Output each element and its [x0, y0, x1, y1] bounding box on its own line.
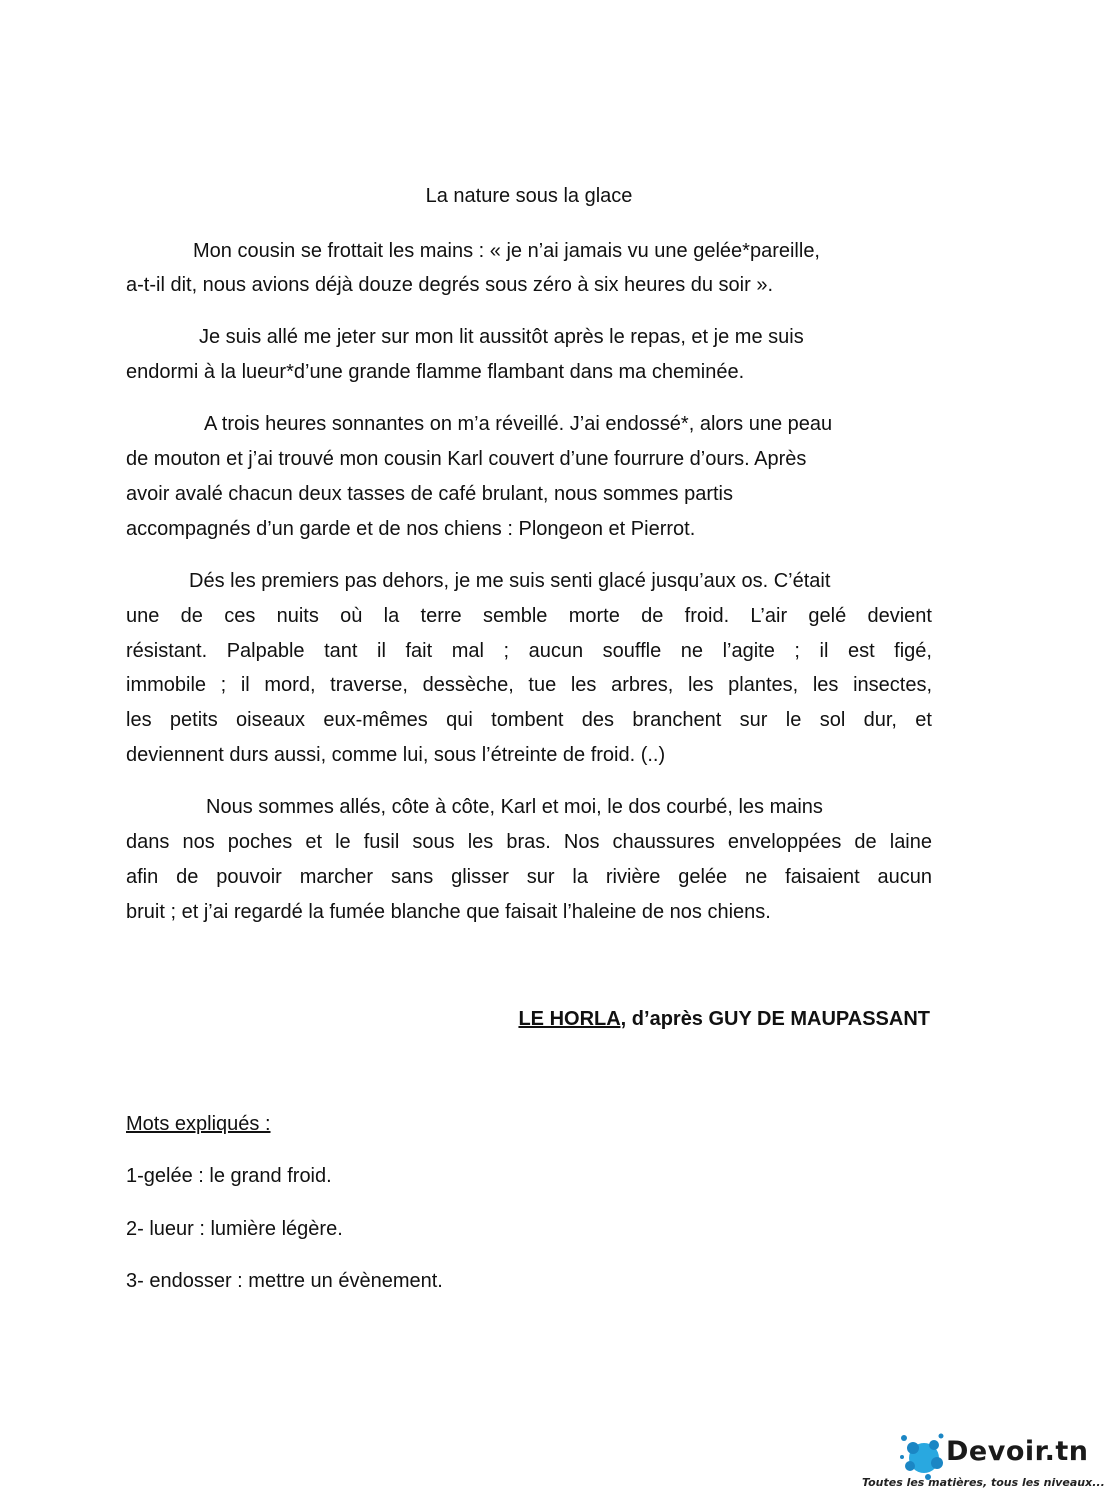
vocabulary-item-2: 2- lueur : lumière légère.	[126, 1218, 343, 1240]
paragraph-3-line-3: avoir avalé chacun deux tasses de café brulant, nous sommes partis	[126, 483, 733, 505]
paragraph-5-line-2: dans nos poches et le fusil sous les bras. Nos chaussures enveloppées de laine	[126, 831, 932, 853]
paragraph-5-line-1: Nous sommes allés, côte à côte, Karl et moi, le dos courbé, les mains	[206, 796, 823, 818]
paragraph-3-line-2: de mouton et j’ai trouvé mon cousin Karl couvert d’une fourrure d’ours. Après	[126, 448, 807, 470]
book-title: LE HORLA,	[518, 1008, 627, 1030]
paragraph-5-line-3: afin de pouvoir marcher sans glisser sur la rivière gelée ne faisaient aucun	[126, 866, 932, 888]
paragraph-1-line-2: a-t-il dit, nous avions déjà douze degrés sous zéro à six heures du soir ».	[126, 274, 774, 296]
paragraph-5-line-4: bruit ; et j’ai regardé la fumée blanche que faisait l’haleine de nos chiens.	[126, 901, 771, 923]
paragraph-4-line-1: Dés les premiers pas dehors, je me suis senti glacé jusqu’aux os. C’était	[189, 570, 831, 592]
document-title: La nature sous la glace	[425, 185, 633, 207]
paragraph-4-line-2: une de ces nuits où la terre semble morte de froid. L’air gelé devient	[126, 605, 932, 627]
author-credit: d’après GUY DE MAUPASSANT	[626, 1008, 930, 1030]
paragraph-4-line-3: résistant. Palpable tant il fait mal ; aucun souffle ne l’agite ; il est figé,	[126, 640, 932, 662]
paragraph-2-line-2: endormi à la lueur*d’une grande flamme flambant dans ma cheminée.	[126, 361, 745, 383]
source-attribution	[518, 1006, 930, 1032]
paragraph-3-line-1: A trois heures sonnantes on m’a réveillé. J’ai endossé*, alors une peau	[204, 413, 833, 435]
brand-name: Devoir.tn	[946, 1436, 1089, 1467]
paragraph-4-line-6: deviennent durs aussi, comme lui, sous l’étreinte de froid. (..)	[126, 744, 666, 766]
vocabulary-item-3: 3- endosser : mettre un évènement.	[126, 1270, 443, 1292]
paragraph-4-line-5: les petits oiseaux eux-mêmes qui tombent des branchent sur le sol dur, et	[126, 709, 932, 731]
paragraph-2-line-1: Je suis allé me jeter sur mon lit aussitôt après le repas, et je me suis	[199, 326, 804, 348]
vocabulary-heading: Mots expliqués :	[126, 1113, 271, 1135]
paragraph-1-line-1: Mon cousin se frottait les mains : « je n’ai jamais vu une gelée*pareille,	[193, 240, 820, 262]
ink-splash-icon	[898, 1430, 946, 1482]
brand-tagline: Toutes les matières, tous les niveaux...	[862, 1476, 1105, 1489]
paragraph-3-line-4: accompagnés d’un garde et de nos chiens : Plongeon et Pierrot.	[126, 518, 696, 540]
paragraph-4-line-4: immobile ; il mord, traverse, dessèche, tue les arbres, les plantes, les insectes,	[126, 674, 932, 696]
vocabulary-item-1: 1-gelée : le grand froid.	[126, 1165, 332, 1187]
devoir-tn-logo	[862, 1428, 1105, 1494]
